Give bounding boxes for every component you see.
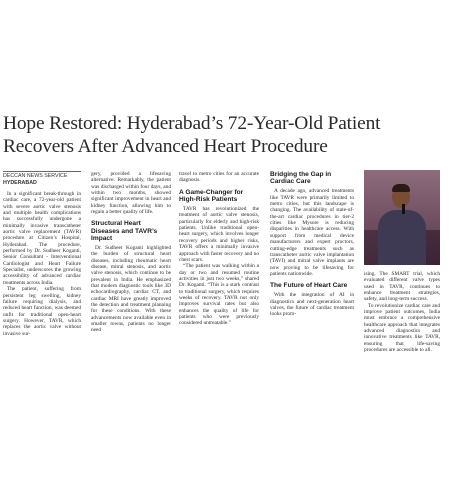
doctor-portrait-photo [364,170,440,265]
article-column-5 [364,271,440,353]
byline-place: HYDERABAD [3,179,37,186]
microphone-icon [402,204,405,214]
col3-paragraph-3: “The patient was walking within a day or two and resumed routine activities in just two weeks,” shared Dr. Koganti. “This is a stark contrast to traditional surgery, which requires weeks of recovery. TAVR not only improves survival rates but also enhances the quality of life for patients who were previously considered untreatable.” [179,263,259,327]
col5-paragraph-1: ising. The SMART trial, which evaluated different valve types used in TAVR, continues to enhance treatment strategies, safety, and long-term success. [364,271,440,303]
col5-paragraph-2: To revolutionize cardiac care and improve patient outcomes, India must embrace a comprehensive healthcare approach that integrates advanced diagnostics and innovative treatments like TAVR, ensuring that life-saving procedures are accessible to all. [364,302,440,354]
col2-paragraph-2: Dr. Sudheer Koganti highlighted the burden of structural heart diseases, including rheumatic heart disease, mitral stenosis, and aortic valve stenosis, which continue to be prevalent in India. He emphasized that modern diagnostic tools like 3D echocardiography, cardiac CT, and cardiac MRI have greatly improved the detection and treatment planning for these conditions. With these advancements now available even in smaller towns, patients no longer need [91,245,171,334]
col4-paragraph-2: With the integration of AI in diagnostics and next-generation heart valves, the future of cardiac treatment looks prom- [270,292,354,318]
col2-paragraph-1: gery, provided a lifesaving alternative. Remarkably, the patient was discharged within four days, and within two months, showed significant improvement in heart and kidney function, allowing him to regain a better quality of life. [91,171,171,216]
subheading-structural-heart: Structural Heart Diseases and TAVR’s Impact [91,220,158,242]
col1-paragraph-2: The patient, suffering from persistent leg swelling, kidney failure requiring dialysis, and reduced heart function, was deemed unfit for traditional open-heart surgery. However, TAVR, which replaces the aortic valve without invasive sur- [3,286,81,337]
subheading-game-changer: A Game-Changer for High-Risk Patients [179,188,244,203]
article-column-3 [179,171,259,327]
photo-doctor-body [378,210,426,265]
subheading-future-heart-care: The Future of Heart Care [270,282,348,290]
col3-paragraph-1: travel to metro cities for an accurate diagnosis. [179,171,259,184]
photo-doctor-hair [392,184,410,192]
headline [3,112,447,158]
article-column-1 [3,191,81,337]
byline [3,171,81,186]
col4-paragraph-1: A decade ago, advanced treatments like TAVR were primarily limited to metro cities, but this landscape is changing. The availability of state-of-the-art cardiac procedures in tier-2 cities like Mysore is reducing disparities in healthcare access. With support from medical device manufacturers and expert proctors, cutting-edge treatments such as transcatheter aortic valve implantation (TAVI) and mitral valve implants are now proving to be lifesaving for patients nationwide. [270,188,354,277]
col1-paragraph-1: In a significant break-through in cardiac care, a 72-year-old patient with severe aortic valve stenosis and multiple health complications has successfully undergone a minimally invasive transcatheter aortic valve replacement (TAVR) procedure at Citizen’s Hospital, Hyderabad. The procedure, performed by Dr. Sudheer Koganti, Senior Consultant - Interventional Cardiologist and Heart Failure Specialist, underscores the growing accessibility of advanced cardiac treatments across India. [3,191,81,286]
byline-bureau: DECCAN NEWS SERVICE [3,171,81,180]
headline-line-2: Recovers After Advanced Heart Procedure [3,136,328,157]
article-column-4 [270,171,354,318]
col3-paragraph-2: TAVR has revolutionized the treatment of aortic valve stenosis, particularly for elderly and high-risk patients. Unlike traditional open-heart surgery, which involves longer recovery periods and higher risks, TAVR offers a minimally invasive approach with faster recovery and no chest scars. [179,206,259,263]
subheading-bridging-gap: Bridging the Gap in Cardiac Care [270,171,332,186]
headline-line-1: Hope Restored: Hyderabad’s 72-Year-Old Patient [3,113,381,134]
article-column-2 [91,171,171,334]
